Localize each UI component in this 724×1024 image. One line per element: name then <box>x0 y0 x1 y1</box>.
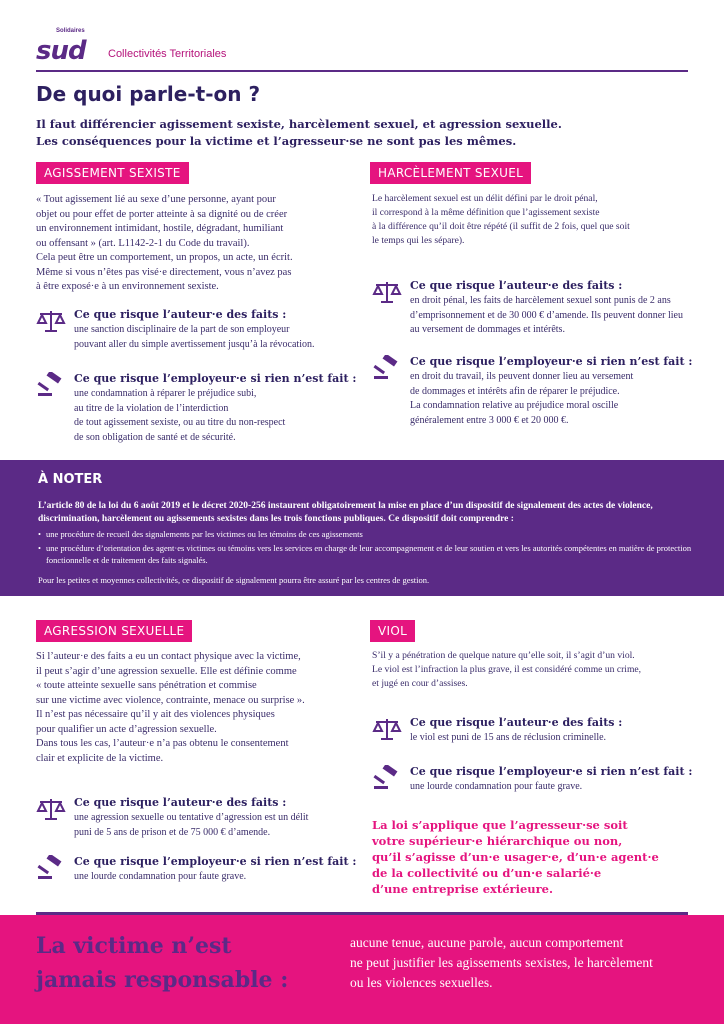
agissement-definition <box>36 193 356 295</box>
note-list <box>38 528 698 568</box>
note-panel <box>0 460 724 596</box>
text-line: au versement de dommages et intérêts. <box>410 324 565 335</box>
text-line: généralement entre 3 000 € et 20 000 €. <box>410 414 569 426</box>
list-item: • une procédure de recueil des signalements par les victimes ou les témoins de ces agissements <box>38 528 698 540</box>
agression-definition <box>36 650 356 766</box>
text-line: « toute atteinte sexuelle sans pénétration et commise <box>36 680 257 691</box>
risk-employer-text <box>74 870 246 885</box>
risk-author-text <box>410 731 606 746</box>
text-line: une sanction disciplinaire de la part de son employeur <box>74 324 290 335</box>
text-line: en droit pénal, les faits de harcèlement sexuel sont punis de 2 ans <box>410 295 671 306</box>
scales-icon <box>36 796 66 822</box>
risk-employer-text <box>410 370 633 428</box>
text-line: aucune tenue, aucune parole, aucun comportement <box>350 935 624 950</box>
risk-author-title: Ce que risque l’auteur·e des faits : <box>410 279 623 292</box>
note-title: À NOTER <box>38 472 103 487</box>
text-line: au titre de la violation de l’interdiction <box>74 402 229 414</box>
text-line: jamais responsable : <box>36 967 289 993</box>
text-line: Même si vous n’êtes pas visé·e directement, vous n’avez pas <box>36 266 292 278</box>
header <box>36 28 688 72</box>
gavel-icon <box>372 355 402 381</box>
text-line: « Tout agissement lié au sexe d’une personne, ayant pour <box>36 194 276 205</box>
text-line: de la collectivité ou d’un·e salarié·e <box>372 866 602 880</box>
footer-statement <box>350 933 653 993</box>
footer-banner <box>0 915 724 1024</box>
text-line: à la différence qu’il doit être répété (il suffit de 2 fois, quel que soit <box>372 221 630 232</box>
text-line: d’emprisonnement et de 30 000 € d’amende. Ils peuvent donner lieu <box>410 309 683 321</box>
text-line: qu’il s’agisse d’un·e usager·e, d’un·e agent·e <box>372 850 659 864</box>
text-line: de dommages et intérêts afin de réparer le préjudice. <box>410 385 620 397</box>
header-divider <box>36 70 688 72</box>
text-line: de son obligation de santé et de sécurité. <box>74 431 236 443</box>
text-line: Dans tous les cas, l’auteur·e n’a pas obtenu le consentement <box>36 738 289 749</box>
text-line: il peut s’agir d’une agression sexuelle. Elle est définie comme <box>36 665 297 677</box>
risk-author-title: Ce que risque l’auteur·e des faits : <box>74 796 287 809</box>
text-line: ne peut justifier les agissements sexistes, le harcèlement <box>350 955 653 970</box>
scales-icon <box>372 716 402 742</box>
intro-line: Les conséquences pour la victime et l’agresseur·se ne sont pas les mêmes. <box>36 134 517 148</box>
footer-headline <box>36 929 288 997</box>
organization-name: Collectivités Territoriales <box>108 48 227 60</box>
text-line: clair et explicite de la victime. <box>36 752 164 764</box>
text-line: d’une entreprise extérieure. <box>372 882 554 896</box>
text-line: puni de 5 ans de prison et de 75 000 € d’amende. <box>74 826 271 838</box>
text-line: une condamnation à réparer le préjudice subi, <box>74 388 257 399</box>
logo-small-text: Solidaires <box>56 28 85 34</box>
risk-author-text <box>410 294 683 338</box>
text-line: une lourde condamnation pour faute grave. <box>410 781 583 792</box>
text-line: La victime n’est <box>36 933 232 959</box>
text-line: pouvant aller du simple avertissement jusqu’à la révocation. <box>74 338 315 350</box>
risk-employer-title: Ce que risque l’employeur·e si rien n’est fait : <box>410 765 693 778</box>
agression-risk-employer <box>36 855 356 889</box>
tag-harcelement-sexuel: HARCÈLEMENT SEXUEL <box>370 162 531 184</box>
text-line: Cela peut être un comportement, un propos, un acte, un écrit. <box>36 252 293 263</box>
text-line: Si l’auteur·e des faits a eu un contact physique avec la victime, <box>36 651 301 662</box>
text-line: un environnement intimidant, hostile, dégradant, humiliant <box>36 223 284 234</box>
text-line: Le viol est l’infraction la plus grave, il est considéré comme un crime, <box>372 664 642 675</box>
gavel-icon <box>36 372 66 398</box>
risk-employer-title: Ce que risque l’employeur·e si rien n’est fait : <box>74 372 357 385</box>
gavel-icon <box>36 855 66 881</box>
text-line: S’il y a pénétration de quelque nature qu’elle soit, il s’agit d’un viol. <box>372 650 635 661</box>
risk-author-text <box>74 811 308 840</box>
agissement-risk-author <box>36 308 356 354</box>
text-line: à être exposé·e à un environnement sexiste. <box>36 281 219 292</box>
text-line: ou les violences sexuelles. <box>350 975 493 990</box>
logo-main-text: sud <box>36 36 86 66</box>
risk-author-text <box>74 323 314 352</box>
law-statement <box>372 817 659 897</box>
text-line: il correspond à la même définition que l’agissement sexiste <box>372 207 600 218</box>
scales-icon <box>372 279 402 305</box>
harcelement-risk-employer <box>372 355 702 431</box>
text-line: le viol est puni de 15 ans de réclusion criminelle. <box>410 732 607 743</box>
tag-agissement-sexiste: AGISSEMENT SEXISTE <box>36 162 189 184</box>
risk-employer-title: Ce que risque l’employeur·e si rien n’est fait : <box>410 355 693 368</box>
note-intro: L’article 80 de la loi du 6 août 2019 et le décret 2020-256 instaurent obligatoirement la mise en place d’un dispositif de signalement des actes de violence, discrimination, harcèlement ou agissements sexistes dans les trois fonctions publiques. Ce dispositif doit comprendre : <box>38 501 653 524</box>
tag-viol: VIOL <box>370 620 415 642</box>
scales-icon <box>36 308 66 334</box>
intro-line: Il faut différencier agissement sexiste, harcèlement sexuel, et agression sexuelle. <box>36 117 562 131</box>
note-outro: Pour les petites et moyennes collectivités, ce dispositif de signalement pourra être assuré par les centres de gestion. <box>38 575 430 585</box>
text-line: votre supérieur·e hiérarchique ou non, <box>372 834 623 848</box>
risk-employer-text <box>410 780 582 795</box>
viol-risk-employer <box>372 765 702 797</box>
text-line: ou offensant » (art. L1142-2-1 du Code du travail). <box>36 237 250 249</box>
risk-author-title: Ce que risque l’auteur·e des faits : <box>410 716 623 729</box>
page-title: De quoi parle-t-on ? <box>36 82 261 106</box>
harcelement-risk-author <box>372 279 702 341</box>
harcelement-definition <box>372 192 702 248</box>
risk-author-title: Ce que risque l’auteur·e des faits : <box>74 308 287 321</box>
text-line: le temps qui les sépare). <box>372 235 465 246</box>
gavel-icon <box>372 765 402 791</box>
agissement-risk-employer <box>36 372 356 446</box>
tag-agression-sexuelle: AGRESSION SEXUELLE <box>36 620 192 642</box>
viol-risk-author <box>372 716 702 748</box>
text-line: Il n’est pas nécessaire qu’il y ait des violences physiques <box>36 709 275 720</box>
text-line: La loi s’applique que l’agresseur·se soit <box>372 818 628 832</box>
text-line: La condamnation relative au préjudice moral oscille <box>410 400 619 411</box>
text-line: une lourde condamnation pour faute grave. <box>74 871 247 882</box>
agression-risk-author <box>36 796 356 842</box>
risk-employer-title: Ce que risque l’employeur·e si rien n’est fait : <box>74 855 357 868</box>
risk-employer-text <box>74 387 285 445</box>
text-line: une agression sexuelle ou tentative d’agression est un délit <box>74 812 309 823</box>
viol-definition <box>372 649 702 691</box>
text-line: pour qualifier un acte d’agression sexuelle. <box>36 723 217 735</box>
intro-text <box>36 116 696 150</box>
text-line: Le harcèlement sexuel est un délit défini par le droit pénal, <box>372 193 598 204</box>
text-line: en droit du travail, ils peuvent donner lieu au versement <box>410 371 634 382</box>
sud-logo <box>36 28 96 68</box>
text-line: sur une victime avec violence, contrainte, menace ou surprise ». <box>36 694 305 706</box>
list-item: • une procédure d’orientation des agent·es victimes ou témoins vers les services en charge de leur accompagnement et de leur soutien et vers les autorités compétentes en matière de protection fonctionnelle et de traitement des faits signalés. <box>38 542 698 566</box>
text-line: objet ou pour effet de porter atteinte à sa dignité ou de créer <box>36 208 288 220</box>
text-line: de tout agissement sexiste, ou au titre du non-respect <box>74 417 286 428</box>
text-line: et jugé en cour d’assises. <box>372 678 468 689</box>
